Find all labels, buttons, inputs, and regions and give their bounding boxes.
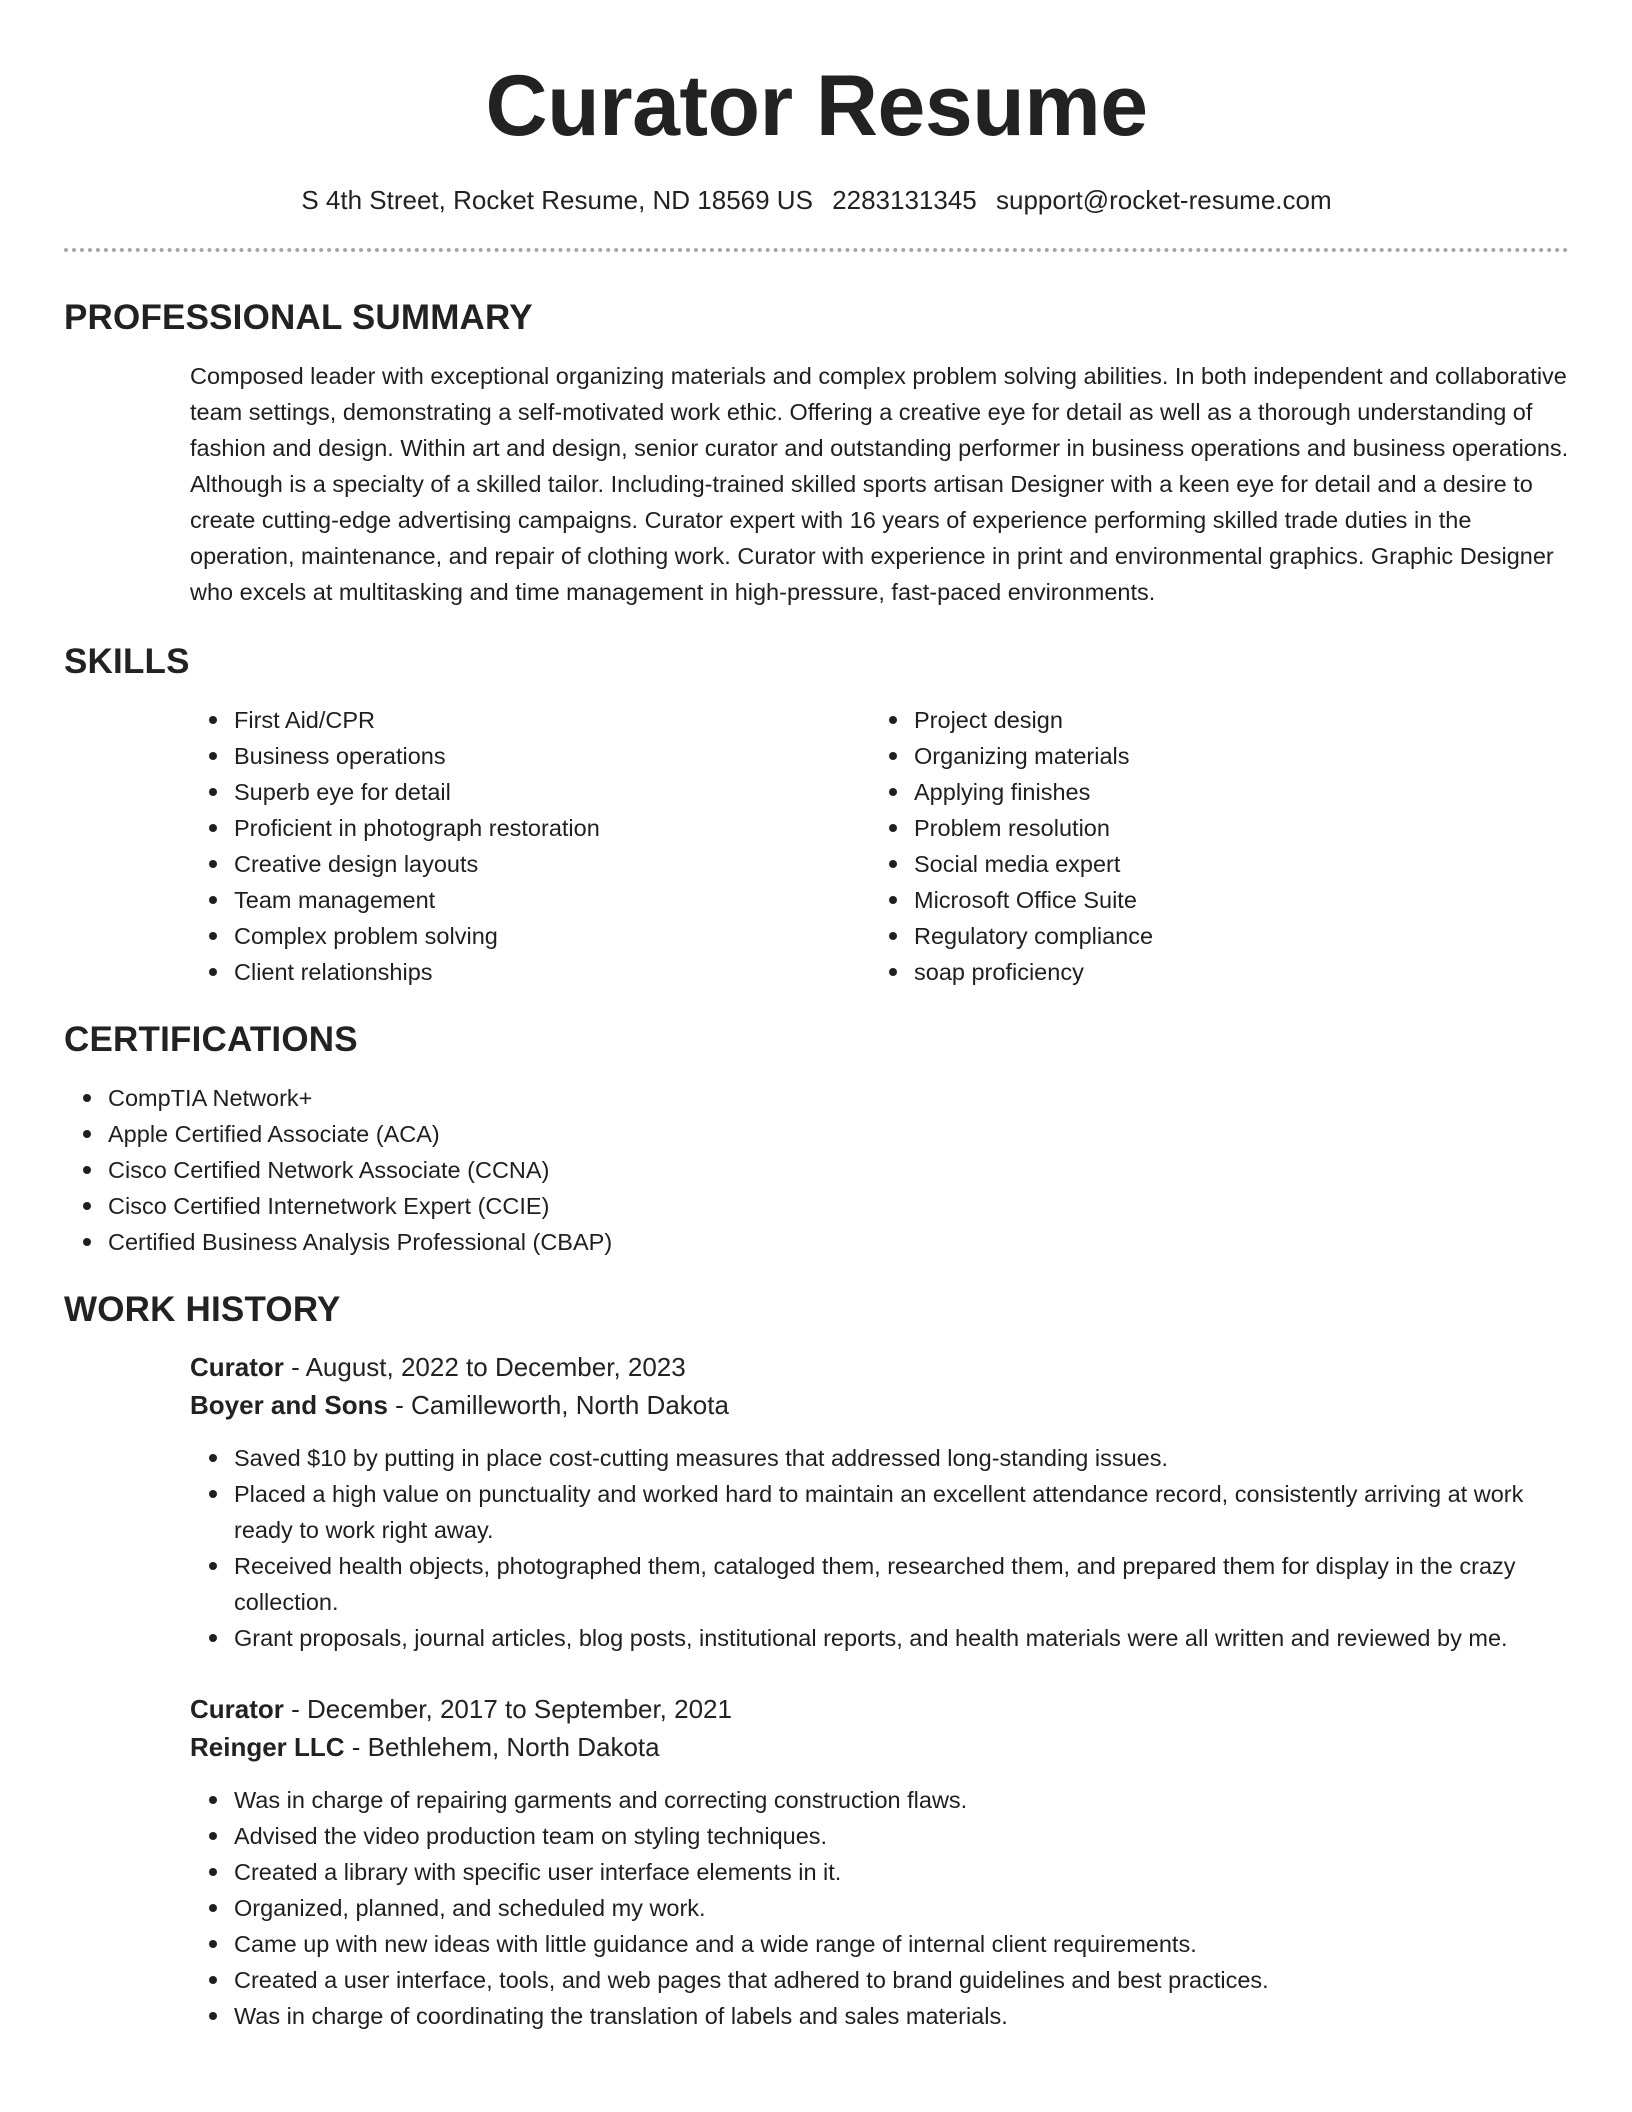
certification-item: Apple Certified Associate (ACA) <box>64 1116 1569 1152</box>
skills-column-left <box>190 702 870 990</box>
job-duty: Was in charge of coordinating the translation of labels and sales materials. <box>190 1998 1569 2034</box>
job-location: - Camilleworth, North Dakota <box>387 1390 729 1420</box>
job-duty: Saved $10 by putting in place cost-cutting measures that addressed long-standing issues. <box>190 1440 1569 1476</box>
contact-address: S 4th Street, Rocket Resume, ND 18569 US <box>301 185 813 215</box>
skills-heading: SKILLS <box>64 642 190 681</box>
skill-item: Social media expert <box>870 846 1550 882</box>
work-history-heading: WORK HISTORY <box>64 1290 341 1329</box>
certification-item: Cisco Certified Network Associate (CCNA) <box>64 1152 1569 1188</box>
job-duty: Created a library with specific user interface elements in it. <box>190 1854 1569 1890</box>
certifications-list <box>64 1080 1569 1260</box>
job-company-line <box>190 1728 1569 1766</box>
job-company: Boyer and Sons <box>190 1390 388 1420</box>
skill-item: Problem resolution <box>870 810 1550 846</box>
job-duty: Organized, planned, and scheduled my work. <box>190 1890 1569 1926</box>
job-dates: - December, 2017 to September, 2021 <box>283 1694 732 1724</box>
job-company: Reinger LLC <box>190 1732 345 1762</box>
skill-item: Proficient in photograph restoration <box>190 810 870 846</box>
skill-item: soap proficiency <box>870 954 1550 990</box>
skill-item: Organizing materials <box>870 738 1550 774</box>
contact-phone[interactable]: 2283131345 <box>832 185 977 215</box>
certification-item: Cisco Certified Internetwork Expert (CCIE) <box>64 1188 1569 1224</box>
job-duty: Grant proposals, journal articles, blog posts, institutional reports, and health materials were all written and reviewed by me. <box>190 1620 1569 1656</box>
skills-list-right <box>870 702 1550 990</box>
summary-text: Composed leader with exceptional organizing materials and complex problem solving abilities. In both independent and collaborative team settings, demonstrating a self-motivated work ethic. Offering a creative eye for detail as well as a thorough understanding of fashion and design. Within art and design, senior curator and outstanding performer in business operations and business operations. Although is a specialty of a skilled tailor. Including-trained skilled sports artisan Designer with a keen eye for detail and a desire to create cutting-edge advertising campaigns. Curator expert with 16 years of experience performing skilled trade duties in the operation, maintenance, and repair of clothing work. Curator with experience in print and environmental graphics. Graphic Designer who excels at multitasking and time management in high-pressure, fast-paced environments. <box>190 363 1569 605</box>
skill-item: Superb eye for detail <box>190 774 870 810</box>
skill-item: Team management <box>190 882 870 918</box>
job-entry <box>190 1348 1569 1656</box>
contact-email[interactable]: support@rocket-resume.com <box>996 185 1332 215</box>
job-dates: - August, 2022 to December, 2023 <box>283 1352 686 1382</box>
job-role: Curator <box>190 1694 284 1724</box>
job-duties-list <box>190 1782 1569 2034</box>
job-duty: Created a user interface, tools, and web pages that adhered to brand guidelines and best practices. <box>190 1962 1569 1998</box>
job-duty: Received health objects, photographed them, cataloged them, researched them, and prepared them for display in the crazy collection. <box>190 1548 1569 1620</box>
job-duty: Came up with new ideas with little guidance and a wide range of internal client requirements. <box>190 1926 1569 1962</box>
certification-item: Certified Business Analysis Professional (CBAP) <box>64 1224 1569 1260</box>
contact-line <box>64 184 1569 216</box>
skill-item: Microsoft Office Suite <box>870 882 1550 918</box>
skills-list-left <box>190 702 870 990</box>
skills-section <box>64 640 1569 990</box>
certification-item: CompTIA Network+ <box>64 1080 1569 1116</box>
job-location: - Bethlehem, North Dakota <box>344 1732 660 1762</box>
skill-item: Client relationships <box>190 954 870 990</box>
skill-item: Complex problem solving <box>190 918 870 954</box>
work-history-section <box>64 1288 1569 2034</box>
job-title-line <box>190 1348 1569 1386</box>
resume-page <box>64 0 1569 2034</box>
resume-title: Curator Resume <box>485 58 1148 154</box>
job-duty: Placed a high value on punctuality and worked hard to maintain an excellent attendance record, consistently arriving at work ready to work right away. <box>190 1476 1569 1548</box>
certifications-heading: CERTIFICATIONS <box>64 1020 358 1059</box>
summary-heading: PROFESSIONAL SUMMARY <box>64 298 533 337</box>
job-duty: Was in charge of repairing garments and correcting construction flaws. <box>190 1782 1569 1818</box>
job-role: Curator <box>190 1352 284 1382</box>
skills-grid <box>190 702 1569 990</box>
skill-item: Regulatory compliance <box>870 918 1550 954</box>
summary-section <box>64 296 1569 610</box>
skills-column-right <box>870 702 1550 990</box>
job-duties-list <box>190 1440 1569 1656</box>
skill-item: Project design <box>870 702 1550 738</box>
job-entry <box>190 1690 1569 2034</box>
job-title-line <box>190 1690 1569 1728</box>
header-divider <box>64 248 1569 252</box>
skill-item: First Aid/CPR <box>190 702 870 738</box>
job-duty: Advised the video production team on styling techniques. <box>190 1818 1569 1854</box>
job-company-line <box>190 1386 1569 1424</box>
skill-item: Business operations <box>190 738 870 774</box>
skill-item: Creative design layouts <box>190 846 870 882</box>
skill-item: Applying finishes <box>870 774 1550 810</box>
certifications-section <box>64 1018 1569 1260</box>
